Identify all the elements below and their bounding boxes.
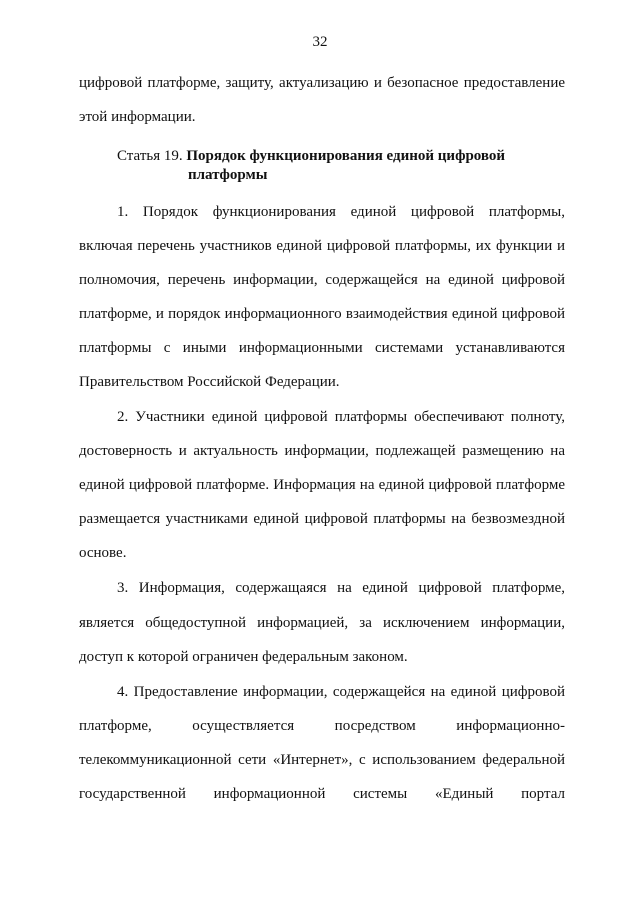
article-title-continuation: платформы (188, 167, 268, 183)
text-line: является общедоступной информацией, за исключением информации, (79, 615, 565, 631)
text-line: телекоммуникационной сети «Интернет», с использованием федеральной (79, 752, 565, 768)
text-line: достоверность и актуальность информации, подлежащей размещению на (79, 443, 565, 459)
text-line: основе. (79, 545, 127, 561)
text-line: 3. Информация, содержащаяся на единой цифровой платформе, (117, 580, 565, 596)
text-line: государственной информационной системы «Единый портал (79, 786, 565, 802)
text-line: 1. Порядок функционирования единой цифровой платформы, (117, 204, 565, 220)
article-number: Статья 19. (117, 148, 183, 164)
text-line: 2. Участники единой цифровой платформы обеспечивают полноту, (117, 409, 565, 425)
text-line: включая перечень участников единой цифровой платформы, их функции и (79, 238, 565, 254)
text-line: этой информации. (79, 109, 196, 125)
page-number: 32 (312, 34, 328, 50)
text-line: размещается участниками единой цифровой платформы на безвозмездной (79, 511, 565, 527)
text-line: платформе, осуществляется посредством информационно- (79, 718, 565, 734)
text-line: единой цифровой платформе. Информация на единой цифровой платформе (79, 477, 565, 493)
article-heading-line (117, 147, 565, 165)
text-line: 4. Предоставление информации, содержащейся на единой цифровой (117, 684, 565, 700)
text-line: доступ к которой ограничен федеральным законом. (79, 649, 408, 665)
text-line: платформы с иными информационными системами устанавливаются (79, 340, 565, 356)
text-line: Правительством Российской Федерации. (79, 374, 340, 390)
text-line: платформе, и порядок информационного взаимодействия единой цифровой (79, 306, 565, 322)
article-title: Порядок функционирования единой цифровой (186, 148, 506, 164)
text-line: цифровой платформе, защиту, актуализацию и безопасное предоставление (79, 75, 565, 91)
text-line: полномочия, перечень информации, содержащейся на единой цифровой (79, 272, 565, 288)
